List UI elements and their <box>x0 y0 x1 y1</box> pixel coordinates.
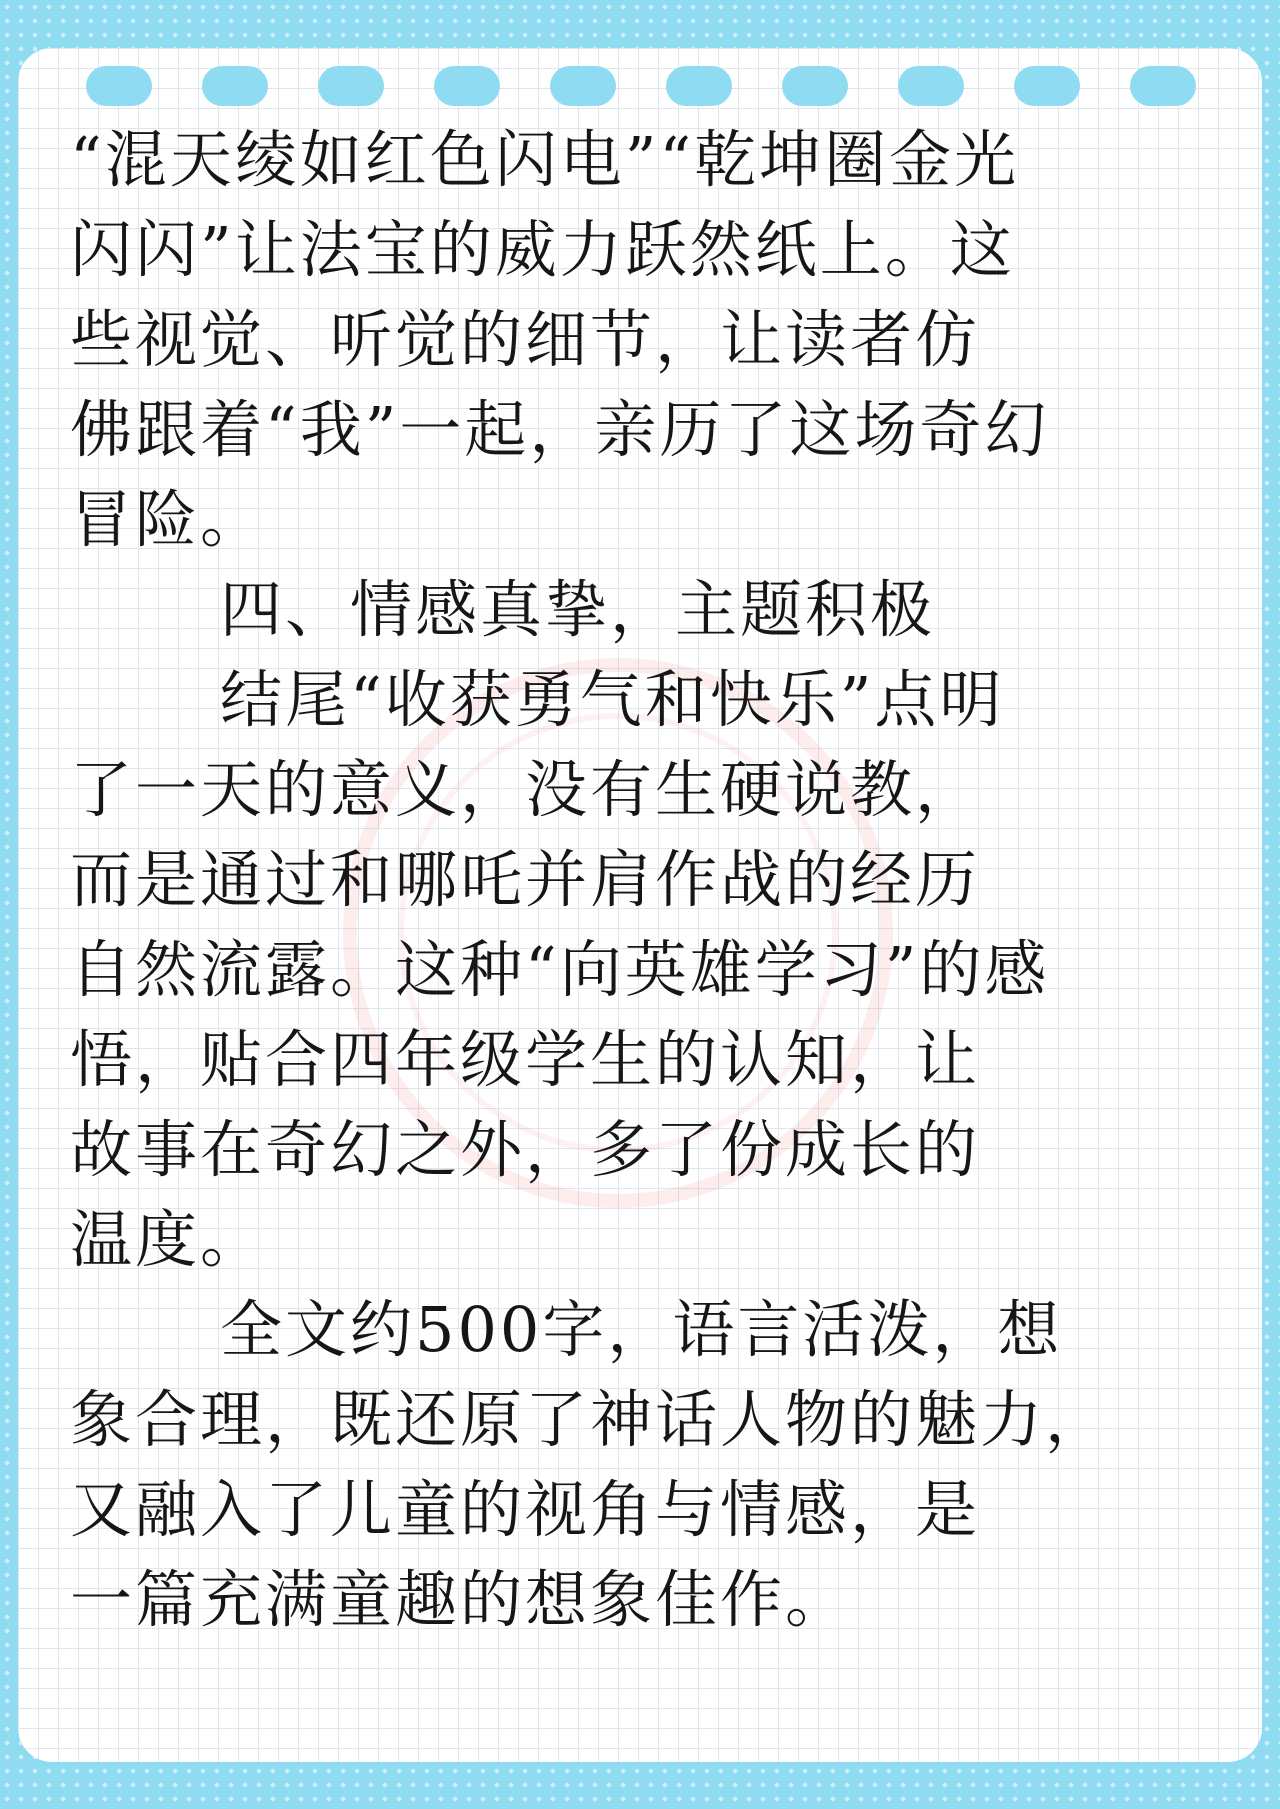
section-heading-text: 四、情感真挚，主题积极 <box>220 573 936 646</box>
binder-hole <box>782 66 848 106</box>
text-line: 自然流露。这种“向英雄学习”的感 <box>70 933 1050 1006</box>
text-line: 冒险。 <box>70 483 266 556</box>
binder-hole <box>318 66 384 106</box>
text-line: 故事在奇幻之外，多了份成长的 <box>70 1113 981 1186</box>
essay-comment-text <box>70 115 1230 1645</box>
text-line: “混天绫如红色闪电”“乾坤圈金光 <box>70 123 1020 196</box>
text-line: 结尾“收获勇气和快乐”点明 <box>220 663 1005 736</box>
text-line: 了一天的意义，没有生硬说教， <box>70 753 981 826</box>
binder-hole <box>1014 66 1080 106</box>
text-line: 象合理，既还原了神话人物的魅力， <box>70 1383 1111 1456</box>
binder-hole <box>666 66 732 106</box>
text-line: 一篇充满童趣的想象佳作。 <box>70 1563 851 1636</box>
paragraph-detail-description <box>70 115 1230 565</box>
binder-hole <box>550 66 616 106</box>
paragraph-emotion-theme <box>70 655 1230 1285</box>
binder-hole <box>898 66 964 106</box>
section-heading <box>70 565 1230 655</box>
binder-hole <box>202 66 268 106</box>
paragraph-summary <box>70 1285 1230 1645</box>
binder-holes <box>86 66 1196 106</box>
text-line: 而是通过和哪吒并肩作战的经历 <box>70 843 981 916</box>
binder-hole <box>86 66 152 106</box>
text-line: 全文约500字，语言活泼，想 <box>220 1293 1063 1366</box>
binder-hole <box>1130 66 1196 106</box>
text-line: 温度。 <box>70 1203 266 1276</box>
text-line: 闪闪”让法宝的威力跃然纸上。这 <box>70 213 1015 286</box>
binder-hole <box>434 66 500 106</box>
text-line: 佛跟着“我”一起，亲历了这场奇幻 <box>70 393 1050 466</box>
text-line: 些视觉、听觉的细节，让读者仿 <box>70 303 981 376</box>
text-line: 悟，贴合四年级学生的认知，让 <box>70 1023 981 1096</box>
text-line: 又融入了儿童的视角与情感，是 <box>70 1473 981 1546</box>
